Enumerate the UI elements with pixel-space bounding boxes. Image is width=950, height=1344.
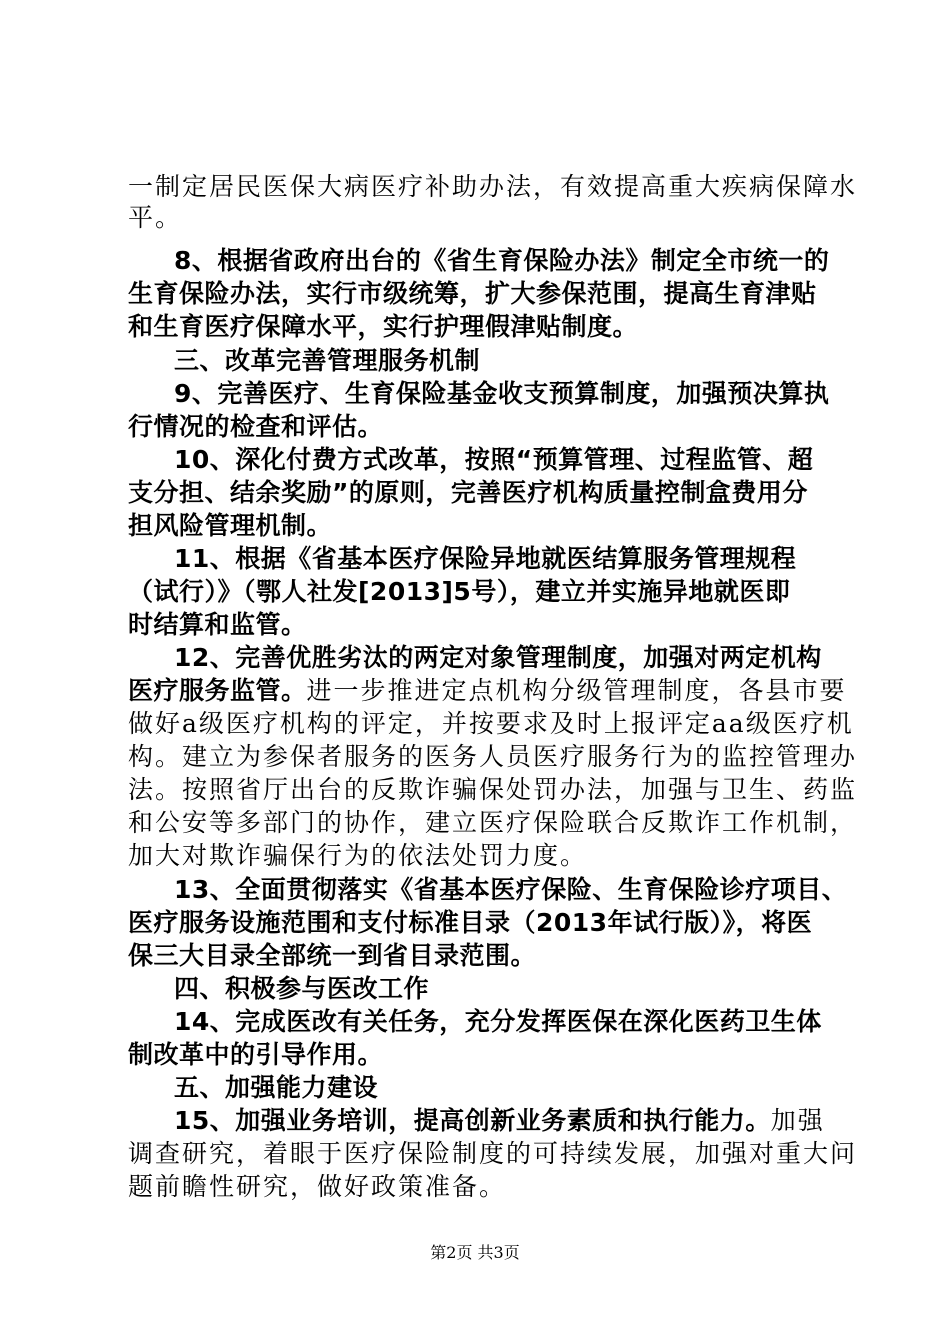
text-line bbox=[174, 873, 847, 907]
text-segment: 13、全面贯彻落实《省基本医疗保险、生育保险诊疗项目、 bbox=[174, 875, 848, 904]
text-line bbox=[128, 1170, 506, 1204]
text-segment: 加强 bbox=[770, 1106, 825, 1135]
text-segment: 担风险管理机制。 bbox=[128, 511, 333, 540]
text-segment: 做好a级医疗机构的评定，并按要求及时上报评定aa级医疗机 bbox=[128, 709, 854, 738]
text-segment: 五、加强能力建设 bbox=[174, 1073, 379, 1102]
text-segment: 15、加强业务培训，提高创新业务素质和执行能力。 bbox=[174, 1106, 771, 1135]
text-segment: 制改革中的引导作用。 bbox=[128, 1040, 384, 1069]
text-line bbox=[174, 1071, 378, 1105]
text-line bbox=[128, 476, 808, 510]
text-line bbox=[174, 1104, 825, 1138]
text-line bbox=[174, 344, 480, 378]
text-segment: 生育保险办法，实行市级统筹，扩大参保范围，提高生育津贴 bbox=[128, 279, 817, 308]
text-segment: 调查研究，着眼于医疗保险制度的可持续发展，加强对重大问 bbox=[128, 1139, 858, 1168]
text-line bbox=[174, 1005, 822, 1039]
text-line bbox=[128, 674, 847, 708]
text-segment: 平。 bbox=[128, 203, 183, 232]
text-line bbox=[174, 542, 796, 576]
text-line bbox=[128, 310, 638, 344]
text-line bbox=[128, 170, 857, 204]
text-segment: 医疗服务设施范围和支付标准目录（2013年试行版）》，将医 bbox=[128, 908, 813, 937]
text-line bbox=[128, 608, 307, 642]
text-line bbox=[128, 410, 383, 444]
text-segment: 题前瞻性研究，做好政策准备。 bbox=[128, 1172, 507, 1201]
text-segment: 一制定居民医保大病医疗补助办法，有效提高重大疾病保障水 bbox=[128, 172, 858, 201]
text-line bbox=[128, 773, 857, 807]
text-line bbox=[128, 575, 790, 609]
text-line bbox=[128, 939, 536, 973]
text-line bbox=[128, 509, 332, 543]
text-line bbox=[174, 443, 813, 477]
text-segment: 支分担、结余奖励”的原则，完善医疗机构质量控制盒费用分 bbox=[128, 478, 808, 507]
text-segment: 14、完成医改有关任务，充分发挥医保在深化医药卫生体 bbox=[174, 1007, 822, 1036]
text-line bbox=[128, 277, 817, 311]
page-footer: 第2页 共3页 bbox=[430, 1243, 520, 1262]
text-segment: 8、根据省政府出台的《省生育保险办法》制定全市统一的 bbox=[174, 246, 830, 275]
text-line bbox=[128, 906, 812, 940]
text-line bbox=[128, 740, 857, 774]
text-segment: 医疗服务监管。 bbox=[128, 676, 307, 705]
text-segment: （试行）》（鄂人社发[2013]5号），建立并实施异地就医即 bbox=[128, 577, 791, 606]
text-line bbox=[128, 839, 587, 873]
text-segment: 进一步推进定点机构分级管理制度，各县市要 bbox=[306, 676, 847, 705]
text-line bbox=[174, 972, 429, 1006]
text-segment: 行情况的检查和评估。 bbox=[128, 412, 384, 441]
text-line bbox=[174, 641, 822, 675]
text-segment: 四、积极参与医改工作 bbox=[174, 974, 430, 1003]
text-line bbox=[128, 1137, 857, 1171]
text-line bbox=[128, 1038, 383, 1072]
text-segment: 和公安等多部门的协作，建立医疗保险联合反欺诈工作机制， bbox=[128, 808, 858, 837]
text-segment: 构。建立为参保者服务的医务人员医疗服务行为的监控管理办 bbox=[128, 742, 858, 771]
text-line bbox=[128, 806, 857, 840]
text-segment: 9、完善医疗、生育保险基金收支预算制度，加强预决算执 bbox=[174, 379, 830, 408]
text-segment: 11、根据《省基本医疗保险异地就医结算服务管理规程 bbox=[174, 544, 797, 573]
text-segment: 法。按照省厅出台的反欺诈骗保处罚办法，加强与卫生、药监 bbox=[128, 775, 858, 804]
text-segment: 保三大目录全部统一到省目录范围。 bbox=[128, 941, 537, 970]
text-segment: 和生育医疗保障水平，实行护理假津贴制度。 bbox=[128, 312, 639, 341]
text-line bbox=[174, 377, 829, 411]
text-segment: 三、改革完善管理服务机制 bbox=[174, 346, 481, 375]
text-segment: 10、深化付费方式改革，按照“预算管理、过程监管、超 bbox=[174, 445, 814, 474]
text-segment: 时结算和监管。 bbox=[128, 610, 307, 639]
text-line bbox=[174, 244, 829, 278]
text-line bbox=[128, 707, 854, 741]
text-segment: 加大对欺诈骗保行为的依法处罚力度。 bbox=[128, 841, 588, 870]
text-segment: 12、完善优胜劣汰的两定对象管理制度，加强对两定机构 bbox=[174, 643, 822, 672]
text-line bbox=[128, 201, 182, 235]
